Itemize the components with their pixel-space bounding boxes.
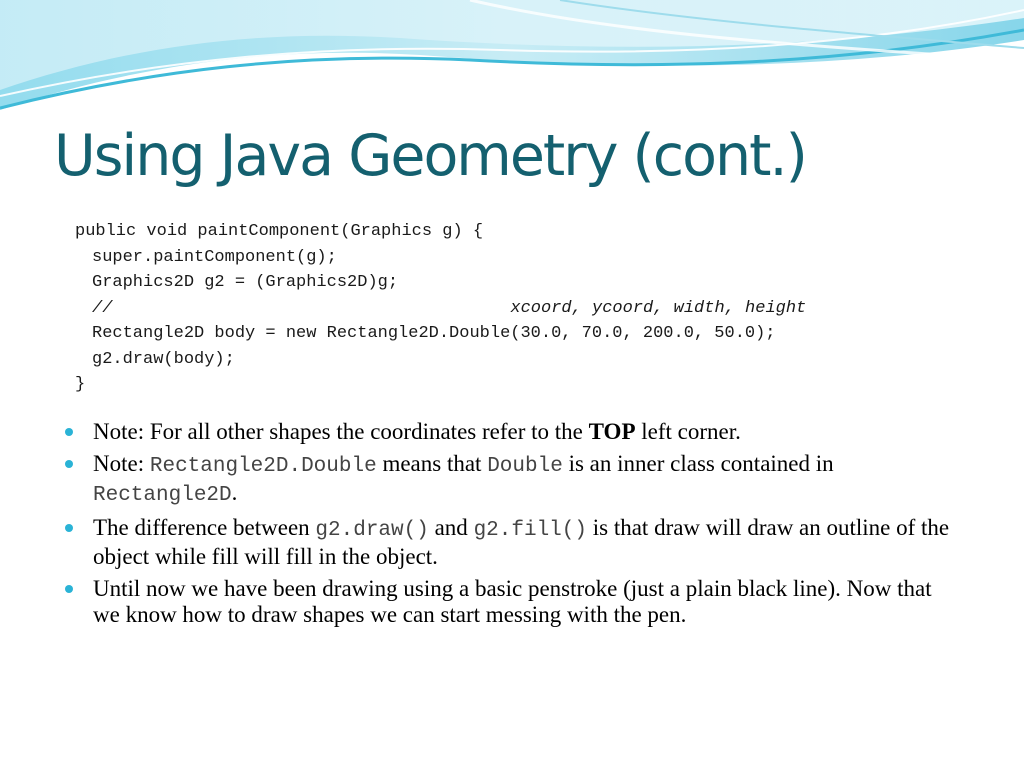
code-line: Rectangle2D body = new Rectangle2D.Double(30.0, 70.0, 200.0, 50.0); [92,324,776,343]
code-line: } [75,375,86,394]
bullet-dot-icon [65,524,73,532]
header-wave-decoration [0,0,1024,120]
inline-code: g2.draw() [315,519,429,542]
bullet-list [64,419,964,634]
bold-text: TOP [588,419,636,444]
bullet-item: Note: Rectangle2D.Double means that Double is an inner class contained in Rectangle2D. [64,451,964,509]
comment-text: xcoord, ycoord, width, height [510,298,807,318]
inline-code: g2.fill() [473,519,587,542]
inline-code: Rectangle2D.Double [149,455,377,478]
code-line: super.paintComponent(g); [92,247,337,267]
code-block [75,219,806,398]
bullet-item: The difference between g2.draw() and g2.fill() is that draw will draw an outline of the object while fill will fill in the object. [64,515,964,570]
inline-code: Rectangle2D [93,484,232,507]
bullet-dot-icon [65,585,73,593]
bullet-item: Note: For all other shapes the coordinates refer to the TOP left corner. [64,419,964,445]
code-line: public void paintComponent(Graphics g) { [75,222,484,241]
bullet-dot-icon [65,428,73,436]
code-comment-line [75,296,806,322]
code-line: g2.draw(body); [92,349,235,369]
comment-marker: // [92,298,113,318]
inline-code: Double [487,455,563,478]
page-title: Using Java Geometry (cont.) [54,123,806,189]
code-line: Graphics2D g2 = (Graphics2D)g; [92,273,399,292]
bullet-dot-icon [65,460,73,468]
bullet-item: Until now we have been drawing using a basic penstroke (just a plain black line). Now that we know how to draw shapes we can start messing with the pen. [64,576,964,628]
